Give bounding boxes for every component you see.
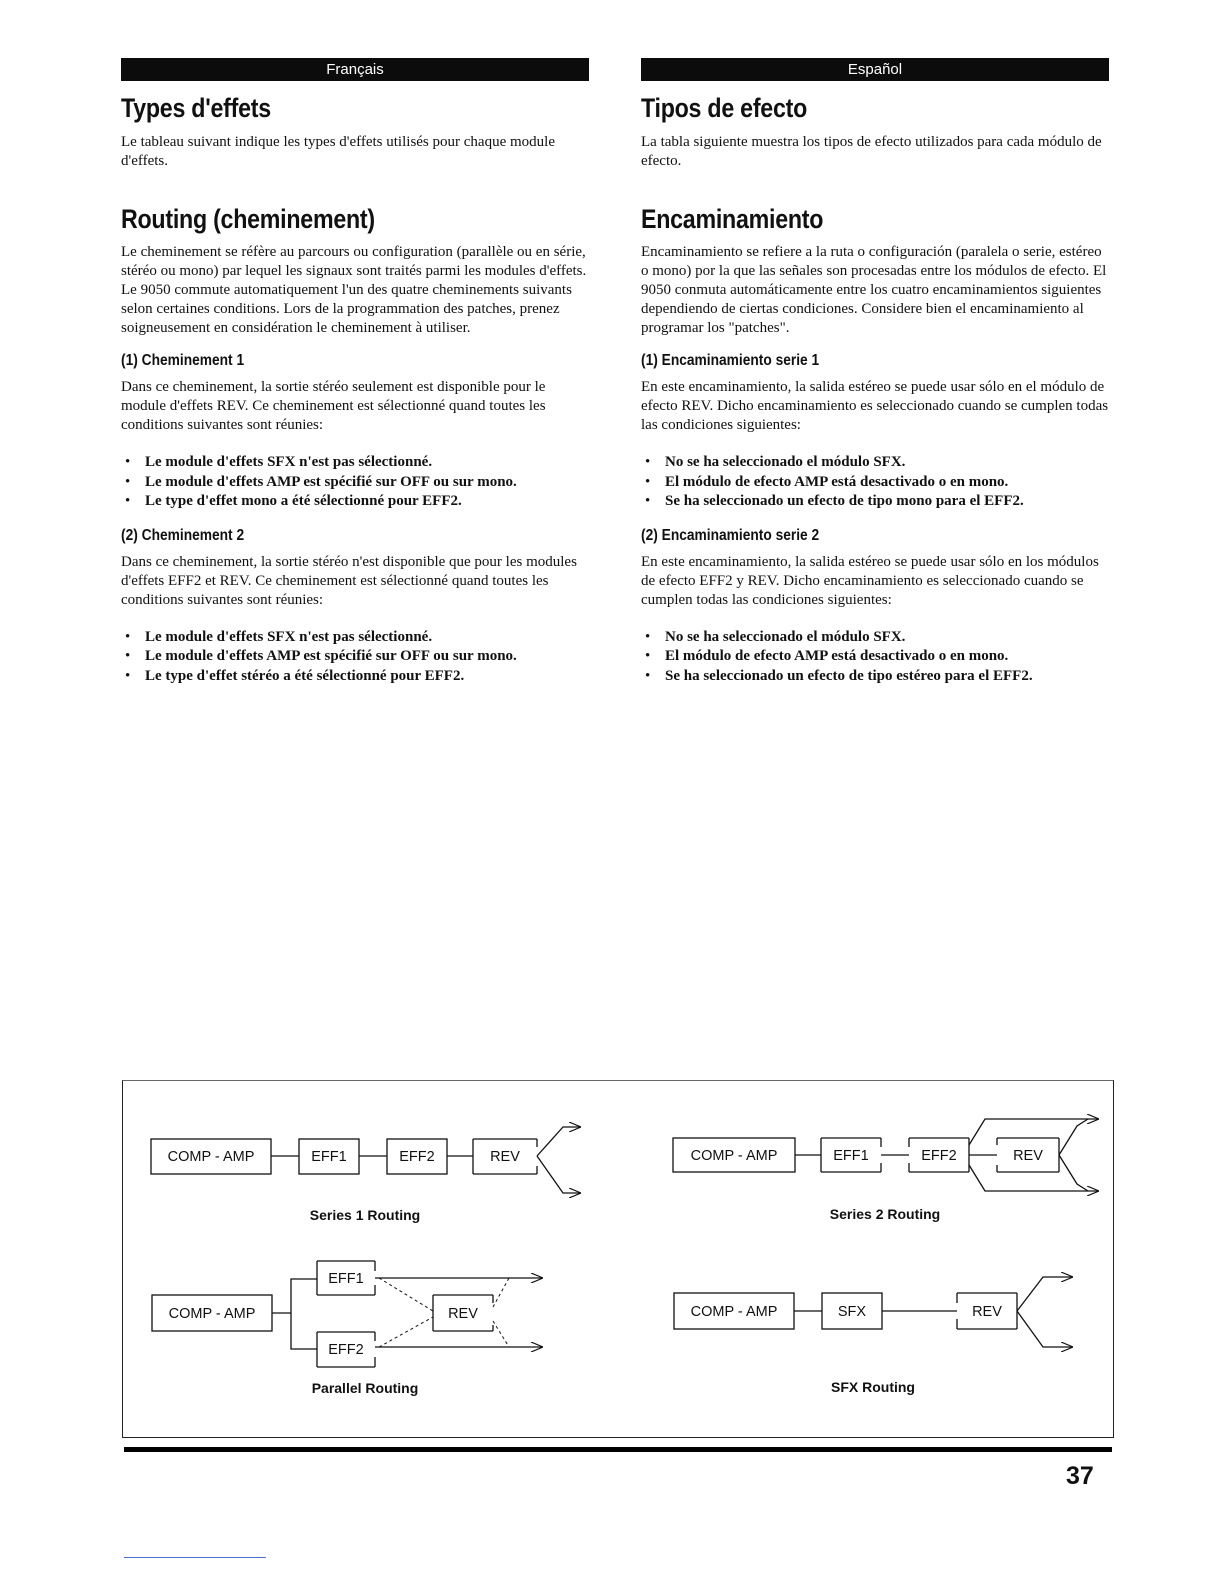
sub2-heading-es: (2) Encaminamiento serie 2 <box>641 526 820 544</box>
series1-comp-amp-label: COMP - AMP <box>167 1149 255 1165</box>
parallel-link <box>272 1279 317 1313</box>
sub2-bullets-es <box>641 628 1109 687</box>
sfx-comp-amp-label: COMP - AMP <box>690 1304 778 1320</box>
bullet-item: • El módulo de efecto AMP está desactivado o en mono. <box>641 473 1109 493</box>
types-text-fr: Le tableau suivant indique les types d'effets utilisés pour chaque module d'effets. <box>121 134 555 169</box>
series2-caption: Series 2 Routing <box>829 1206 941 1222</box>
routing-heading-fr: Routing (cheminement) <box>121 204 375 234</box>
routing-heading-es: Encaminamiento <box>641 204 824 234</box>
parallel-caption: Parallel Routing <box>311 1380 419 1396</box>
parallel-comp-amp-label: COMP - AMP <box>168 1306 256 1322</box>
series2-out-r-arrow <box>969 1165 1099 1191</box>
sfx-rev-label: REV <box>972 1304 1002 1320</box>
series2-eff2-label: EFF2 <box>921 1148 957 1164</box>
sub2-heading-fr: (2) Cheminement 2 <box>121 526 245 544</box>
sub1-bullets-es <box>641 453 1109 512</box>
sub1-heading-es: (1) Encaminamiento serie 1 <box>641 352 820 369</box>
bullet-item: • No se ha seleccionado el módulo SFX. <box>641 453 1109 473</box>
series2-eff1-label: EFF1 <box>833 1148 869 1164</box>
sub2-text-fr: Dans ce cheminement, la sortie stéréo n'est disponible que pour les modules d'effets EFF2 et REV. Ce cheminement est sélectionné quand toutes les conditions suivantes sont réunies: <box>121 553 577 608</box>
page-number: 37 <box>1066 1462 1094 1490</box>
bottom-rule <box>124 1447 1112 1452</box>
parallel-dashed-link <box>379 1278 433 1311</box>
sfx-caption: SFX Routing <box>831 1379 915 1395</box>
french-language-bar: Français <box>121 58 589 81</box>
parallel-eff1-label: EFF1 <box>328 1271 364 1287</box>
types-text-es: La tabla siguiente muestra los tipos de efecto utilizados para cada módulo de efecto. <box>641 134 1102 169</box>
routing-diagrams <box>122 1080 1114 1438</box>
bullet-item: • Se ha seleccionado un efecto de tipo mono para el EFF2. <box>641 492 1109 512</box>
series2-out-l-arrow <box>969 1119 1099 1145</box>
series2-rev-out-r <box>1059 1155 1088 1191</box>
french-column <box>121 58 589 686</box>
bullet-item: • El módulo de efecto AMP está desactivado o en mono. <box>641 647 1109 667</box>
sub1-heading-fr: (1) Cheminement 1 <box>121 352 245 369</box>
footer-line <box>124 1557 266 1558</box>
bullet-item: • Le module d'effets AMP est spécifié sur OFF ou sur mono. <box>121 647 589 667</box>
sfx-sfx-label: SFX <box>837 1304 867 1320</box>
routing-diagrams-svg <box>123 1081 1113 1437</box>
sfx-out-l-arrow <box>1017 1277 1073 1311</box>
spanish-language-bar: Español <box>641 58 1109 81</box>
routing-text-es: Encaminamiento se refiere a la ruta o configuración (paralela o serie, estéreo o mono) por la que las señales son procesadas entre los módulos de efecto. El 9050 conmuta automáticamente entre los cuatro encaminamientos siguientes dependiendo de ciertas condiciones. Considere bien el encaminamiento al programar los "patches". <box>641 244 1107 336</box>
parallel-dashed-link <box>379 1317 433 1347</box>
bullet-item: • Le module d'effets SFX n'est pas sélectionné. <box>121 628 589 648</box>
routing-text-fr: Le cheminement se réfère au parcours ou configuration (parallèle ou en série, stéréo ou mono) par lequel les signaux sont traités parmi les modules d'effets. Le 9050 commute automatiquement l'un des quatre cheminements suivants selon certaines conditions. Lors de la programmation des patches, prenez soigneusement en considération le cheminement à utiliser. <box>121 244 587 336</box>
parallel-link <box>291 1313 317 1349</box>
series2-rev-label: REV <box>1013 1148 1043 1164</box>
series2-rev-out-l <box>1059 1119 1088 1155</box>
series1-out-l-arrow <box>537 1127 581 1156</box>
series1-rev-label: REV <box>490 1149 520 1165</box>
bullet-item: • Le module d'effets SFX n'est pas sélectionné. <box>121 453 589 473</box>
sub2-bullets-fr <box>121 628 589 687</box>
sub1-bullets-fr <box>121 453 589 512</box>
bullet-item: • Le module d'effets AMP est spécifié sur OFF ou sur mono. <box>121 473 589 493</box>
parallel-dashed-link <box>493 1321 509 1347</box>
bullet-item: • No se ha seleccionado el módulo SFX. <box>641 628 1109 648</box>
types-heading-es: Tipos de efecto <box>641 93 808 123</box>
series2-comp-amp-label: COMP - AMP <box>690 1148 778 1164</box>
sub1-text-es: En este encaminamiento, la salida estéreo se puede usar sólo en el módulo de efecto REV. Dicho encaminamiento es seleccionado cuando se cumplen todas las condiciones siguientes: <box>641 379 1109 433</box>
parallel-eff2-label: EFF2 <box>328 1342 364 1358</box>
sub2-text-es: En este encaminamiento, la salida estéreo se puede usar sólo en los módulos de efecto EFF2 y REV. Dicho encaminamiento es seleccionado cuando se cumplen todas las condiciones siguientes: <box>641 553 1099 608</box>
parallel-dashed-link <box>493 1278 509 1307</box>
series1-eff2-label: EFF2 <box>399 1149 435 1165</box>
parallel-rev-label: REV <box>448 1306 478 1322</box>
spanish-column <box>641 58 1109 686</box>
types-heading-fr: Types d'effets <box>121 93 271 123</box>
bullet-item: • Se ha seleccionado un efecto de tipo estéreo para el EFF2. <box>641 667 1109 687</box>
series1-eff1-label: EFF1 <box>311 1149 347 1165</box>
sub1-text-fr: Dans ce cheminement, la sortie stéréo seulement est disponible pour le module d'effets REV. Ce cheminement est sélectionné quand toutes les conditions suivantes sont réunies: <box>121 379 546 433</box>
bullet-item: • Le type d'effet mono a été sélectionné pour EFF2. <box>121 492 589 512</box>
bullet-item: • Le type d'effet stéréo a été sélectionné pour EFF2. <box>121 667 589 687</box>
sfx-out-r-arrow <box>1017 1311 1073 1347</box>
series1-out-r-arrow <box>537 1156 581 1193</box>
series1-caption: Series 1 Routing <box>309 1207 421 1223</box>
